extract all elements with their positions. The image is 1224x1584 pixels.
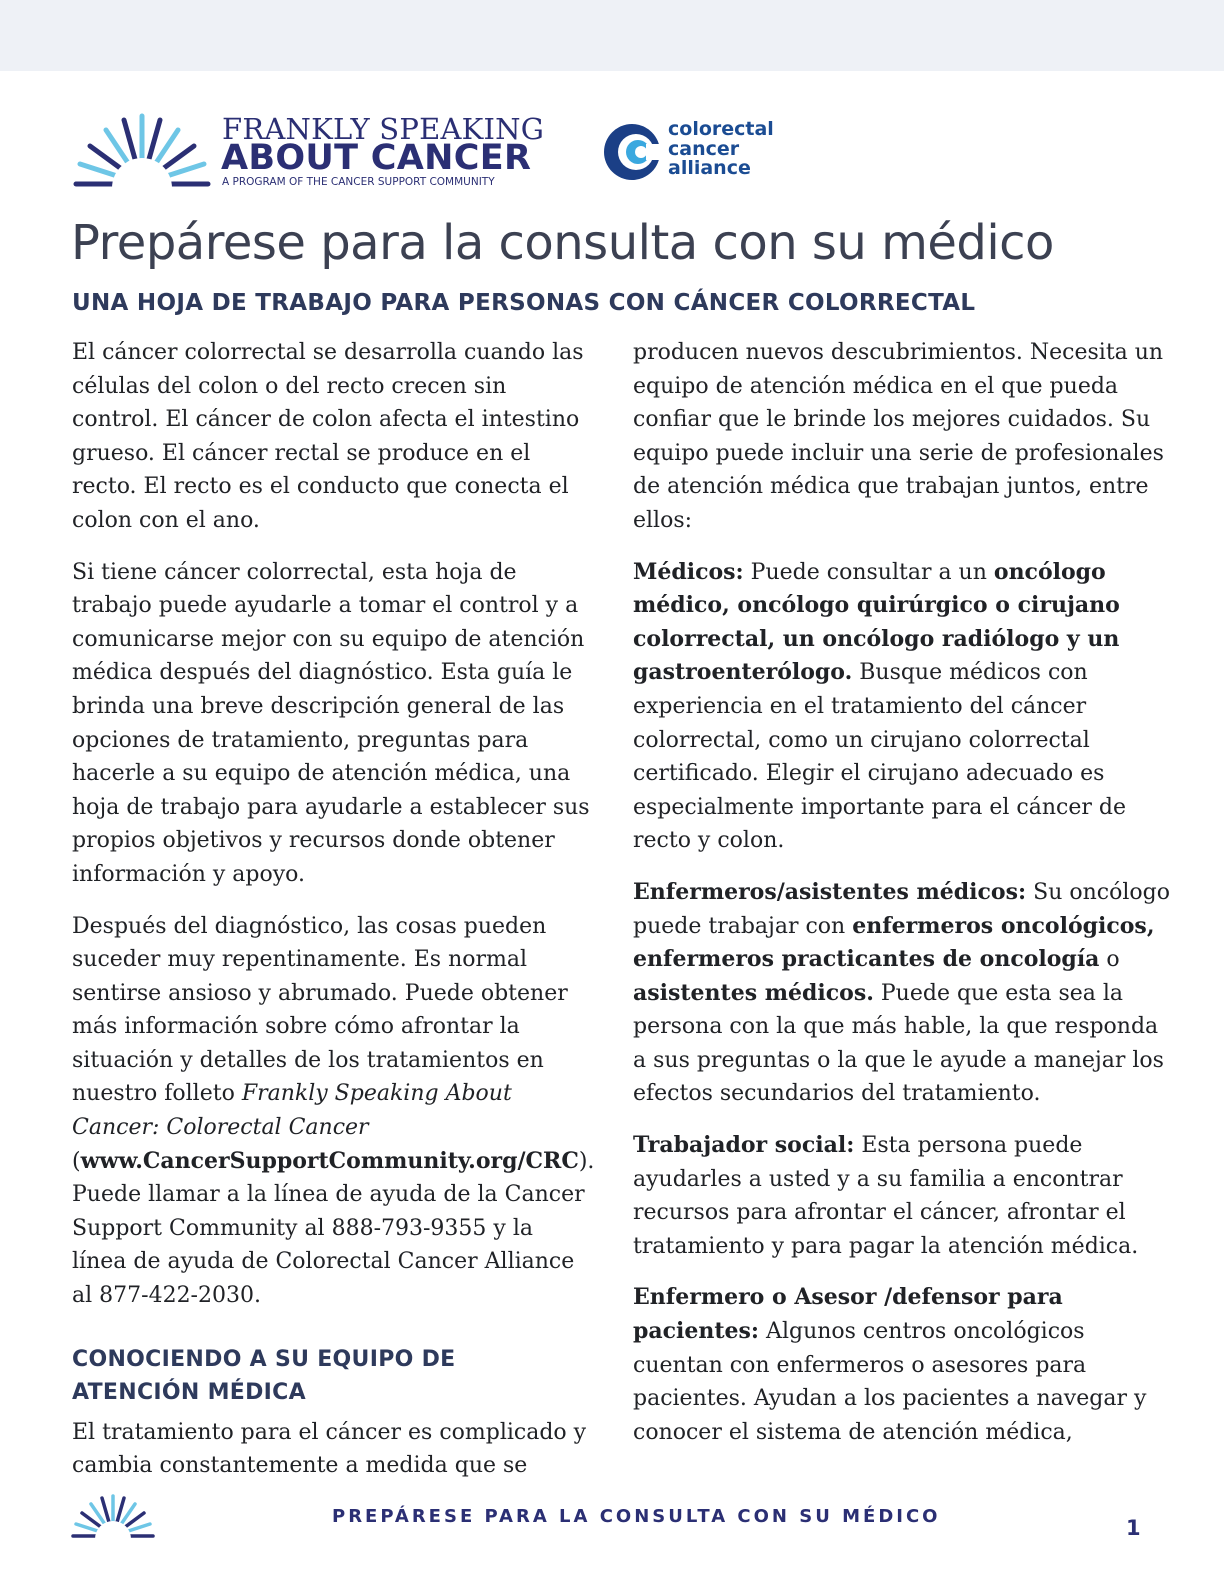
top-bar xyxy=(0,0,1224,71)
cca-line-3: alliance xyxy=(668,157,751,179)
logo-line-1: FRANKLY SPEAKING xyxy=(222,112,545,146)
cca-logo xyxy=(600,114,800,194)
page-subtitle: UNA HOJA DE TRABAJO PARA PERSONAS CON CÁNCER COLORRECTAL xyxy=(72,290,976,316)
right-column xyxy=(633,336,1173,1467)
enfermeros-bold-1: enfermeros oncológicos, enfermeros practicantes de oncología xyxy=(633,912,1155,973)
p3-text-b: ( xyxy=(72,1148,81,1174)
after-diagnosis-paragraph xyxy=(72,910,595,1313)
medicos-text-a: Puede consultar a un xyxy=(743,559,994,585)
continuation-paragraph: producen nuevos descubrimientos. Necesita un equipo de atención médica en el que pueda confiar que le brinde los mejores cuidados. Su equipo puede incluir una serie de profesionales de atención médica que trabajan juntos, entre ellos: xyxy=(633,340,1164,533)
footer-title: PREPÁRESE PARA LA CONSULTA CON SU MÉDICO xyxy=(332,1506,941,1527)
section-heading-line-1: CONOCIENDO A SU EQUIPO DE xyxy=(72,1346,456,1372)
asesor-label: Enfermero o Asesor /defensor para pacientes: xyxy=(633,1284,1063,1345)
intro-paragraph: El cáncer colorrectal se desarrolla cuando las células del colon o del recto crecen sin control. El cáncer de colon afecta el intestino grueso. El cáncer rectal se produce en el recto. El recto es el conducto que conecta el colon con el ano. xyxy=(72,340,584,533)
trabajador-paragraph xyxy=(633,1129,1173,1263)
enfermeros-paragraph xyxy=(633,876,1173,1111)
asesor-text: Algunos centros oncológicos cuentan con enfermeros o asesores para pacientes. Ayudan a los pacientes a navegar y conocer el sistema de atención médica, xyxy=(633,1319,1147,1445)
footer-sunburst-icon xyxy=(70,1494,156,1544)
p3-text-c: ). Puede llamar a la línea de ayuda de la Cancer Support Community al 888-793-9355 y la línea de ayuda de Colorectal Cancer Alliance al 877-422-2030. xyxy=(72,1148,595,1309)
booklet-title: Frankly Speaking About Cancer: Colorectal Cancer xyxy=(72,1081,512,1141)
enfermeros-bold-2: asistentes médicos. xyxy=(633,979,874,1006)
enfermeros-mid: o xyxy=(1099,947,1120,973)
trabajador-label: Trabajador social: xyxy=(633,1132,855,1159)
section-heading xyxy=(72,1343,592,1410)
asesor-paragraph xyxy=(633,1281,1173,1449)
page-number: 1 xyxy=(1126,1516,1141,1540)
sunburst-icon xyxy=(72,112,212,192)
medicos-label: Médicos: xyxy=(633,558,744,585)
medicos-bold: oncólogo médico, oncólogo quirúrgico o cirujano colorrectal, un oncólogo radiólogo y un gastroenterólogo. xyxy=(633,558,1120,686)
enfermeros-text-b: Puede que esta sea la persona con la que más hable, la que responda a sus preguntas o la que le ayude a manejar los efectos secundarios del tratamiento. xyxy=(633,980,1164,1107)
p3-text-a: Después del diagnóstico, las cosas pueden suceder muy repentinamente. Es normal sentirse ansioso y abrumado. Puede obtener más información sobre cómo afrontar la situación y detalles de los tratamientos en nuestro folleto xyxy=(72,913,568,1107)
cca-line-2: cancer xyxy=(668,137,740,160)
cca-ring-icon xyxy=(600,114,664,194)
enfermeros-label: Enfermeros/asistentes médicos: xyxy=(633,878,1027,905)
cca-line-1: colorectal xyxy=(668,118,774,140)
page-title: Prepárese para la consulta con su médico xyxy=(71,215,1054,271)
left-column xyxy=(72,336,595,1501)
trabajador-text: Esta persona puede ayudarles a usted y a su familia a encontrar recursos para afrontar el cáncer, afrontar el tratamiento y para pagar la atención médica. xyxy=(633,1133,1139,1259)
medicos-paragraph xyxy=(633,556,1173,858)
fsac-logo xyxy=(72,112,545,192)
logo-line-3: A PROGRAM OF THE CANCER SUPPORT COMMUNITY xyxy=(222,176,495,188)
treatment-paragraph: El tratamiento para el cáncer es complicado y cambia constantemente a medida que se xyxy=(72,1419,587,1479)
logo-line-2: ABOUT CANCER xyxy=(221,138,532,178)
medicos-text-b: Busque médicos con experiencia en el tratamiento del cáncer colorrectal, como un cirujano colorrectal certificado. Elegir el cirujano adecuado es especialmente importante para el cáncer de recto y colon. xyxy=(633,660,1126,854)
crc-link[interactable]: www.CancerSupportCommunity.org/CRC xyxy=(80,1147,579,1174)
section-heading-line-2: ATENCIÓN MÉDICA xyxy=(72,1380,306,1406)
enfermeros-text-a: Su oncólogo puede trabajar con xyxy=(633,879,1170,939)
worksheet-paragraph: Si tiene cáncer colorrectal, esta hoja de trabajo puede ayudarle a tomar el control y a comunicarse mejor con su equipo de atención médica después del diagnóstico. Esta guía le brinda una breve descripción general de las opciones de tratamiento, preguntas para hacerle a su equipo de atención médica, una hoja de trabajo para ayudarle a establecer sus propios objetivos y recursos donde obtener información y apoyo. xyxy=(72,559,590,887)
